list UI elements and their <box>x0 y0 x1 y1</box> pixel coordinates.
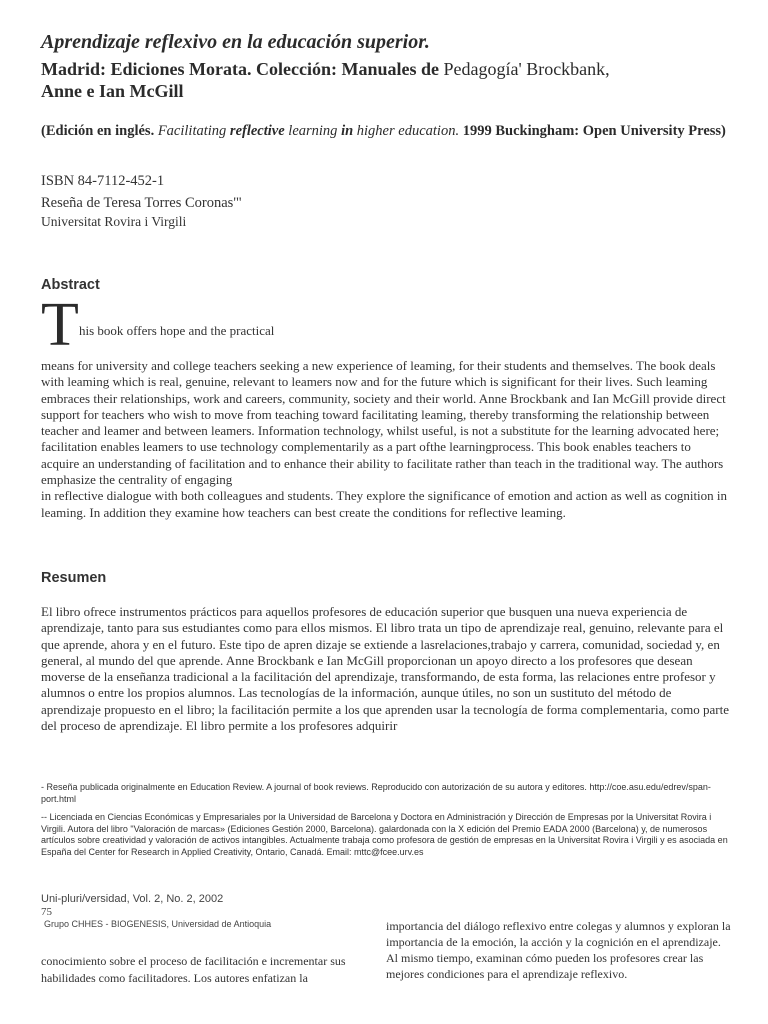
english-italic-2: learning <box>284 123 342 139</box>
english-italic-bold: reflective <box>229 123 285 139</box>
english-edition <box>41 122 741 140</box>
reviewer-university: Universitat Rovira i Virgili <box>41 214 187 229</box>
english-italic-3: higher education. <box>353 123 460 139</box>
english-italic-1: Facilitating <box>157 123 230 139</box>
publisher-plain: Pedagogía' Brockbank, <box>438 59 610 79</box>
book-authors: Anne e Ian McGill <box>41 81 184 101</box>
book-title: Aprendizaje reflexivo en la educación superior. <box>41 31 430 53</box>
journal-citation: Uni-pluri/versidad, Vol. 2, No. 2, 2002 <box>41 893 224 905</box>
english-open: (Edición en inglés. <box>41 123 158 139</box>
publisher-line <box>41 58 741 102</box>
abstract-paragraph-1: means for university and college teachers seeking a new experience of leaming, for their students and themselves. The book deals with leaming which is real, genuine, relevant to leamers now and for the future which is significant for their lives. Such leaming embraces their relationships, work and careers, community, society and their world. Anne Brockbank and Ian McGill provide direct support for teachers who wish to move from teaching toward facilitating leaming, thereby transforming the relationship between teacher and leamer and between leamers. Information technology, whilst useful, is not a substitute for the learning advocated here; facilitation enables leamers to use technology complementarily as a part ofthe learningprocess. This book enables teachers to acquire an understanding of facilitation and to enhance their ability to facilitate rather than teach in the traditional way. The authors emphasize the centrality of engaging <box>41 358 726 488</box>
abstract-body <box>41 358 731 521</box>
research-group: Grupo CHHES - BIOGENESIS, Universidad de Antioquia <box>44 919 272 929</box>
english-in: in <box>341 123 354 139</box>
continuation-right-column: importancia del diálogo reflexivo entre colegas y alumnos y exploran la importancia de la emoción, la acción y la cognición en el aprendizaje. Al mismo tiempo, examinan cómo pueden los profesores crear las mejores condiciones para el aprendizaje reflexivo. <box>386 919 731 981</box>
resumen-paragraph: El libro ofrece instrumentos prácticos para aquellos profesores de educación superior que busquen una nueva experiencia de aprendizaje, tanto para sus estudiantes como para ellos mismos. El libro trata un tipo de aprendizaje real, genuino, relevante para el que aprende, ahora y en el futuro. Este tipo de apren dizaje se extiende a lasrelaciones,trabajo y carrera, comunidad, sociedad y, en general, al mundo del que aprende. Anne Brockbank e Ian McGill proporcionan un apoyo directo a los profesores que desean moverse de la enseñanza tradicional a la facilitación del aprendizaje, transformando, de esta forma, las relaciones entre profesor y alumnos o entre los propios alumnos. Las tecnologías de la información, aunque útiles, no son un sustituto del método de aprendizaje propuesto en el libro; la facilitación permite a los que aprenden usar la tecnología de forma complementaria, como parte del proceso de aprendizaje. El libro permite a los profesores adquirir <box>41 604 729 734</box>
abstract-first-line: his book offers hope and the practical <box>79 323 275 338</box>
reviewer: Reseña de Teresa Torres Coronas'" <box>41 195 242 211</box>
resumen-body <box>41 604 731 734</box>
footnote-1: - Reseña publicada originalmente en Education Review. A journal of book reviews. Reproducido con autorización de su autora y editores. http://coe.asu.edu/edrev/span-port.html <box>41 782 711 804</box>
english-close: 1999 Buckingham: Open University Press) <box>459 123 726 139</box>
abstract-paragraph-2: in reflective dialogue with both colleagues and students. They explore the significance of emotion and action as well as cognition in leaming. In addition they examine how teachers can best create the conditions for reflective leaming. <box>41 488 728 520</box>
footnote-2: -- Licenciada en Ciencias Económicas y Empresariales por la Universidad de Barcelona y Doctora en Administración y Dirección de Empresas por la Universitat Rovira i Virgili. Autora del libro "Valoración de marcas» (Ediciones Gestión 2000, Barcelona). galardonada con la X edición del Premio EADA 2000 (Barcelona) y, de numerosos artículos sobre creatividad y valoración de activos intangibles. Actualmente trabaja como profesora de gestión de empresas en la Universitat Rovira i Virgili y es asociada en España del Center for Research in Applied Creativity, Ontario, Canadá. Email: mttc@fcee.urv.es <box>41 812 728 857</box>
resumen-heading: Resumen <box>41 570 107 586</box>
abstract-heading: Abstract <box>41 277 100 293</box>
isbn: ISBN 84-7112-452-1 <box>41 173 165 189</box>
continuation-left-column: conocimiento sobre el proceso de facilitación e incrementar sus habilidades como facilitadores. Los autores enfatizan la <box>41 954 346 985</box>
publisher-bold: Madrid: Ediciones Morata. Colección: Manuales de <box>41 59 439 79</box>
page-number: 75 <box>41 906 52 918</box>
drop-cap: T <box>41 291 79 359</box>
